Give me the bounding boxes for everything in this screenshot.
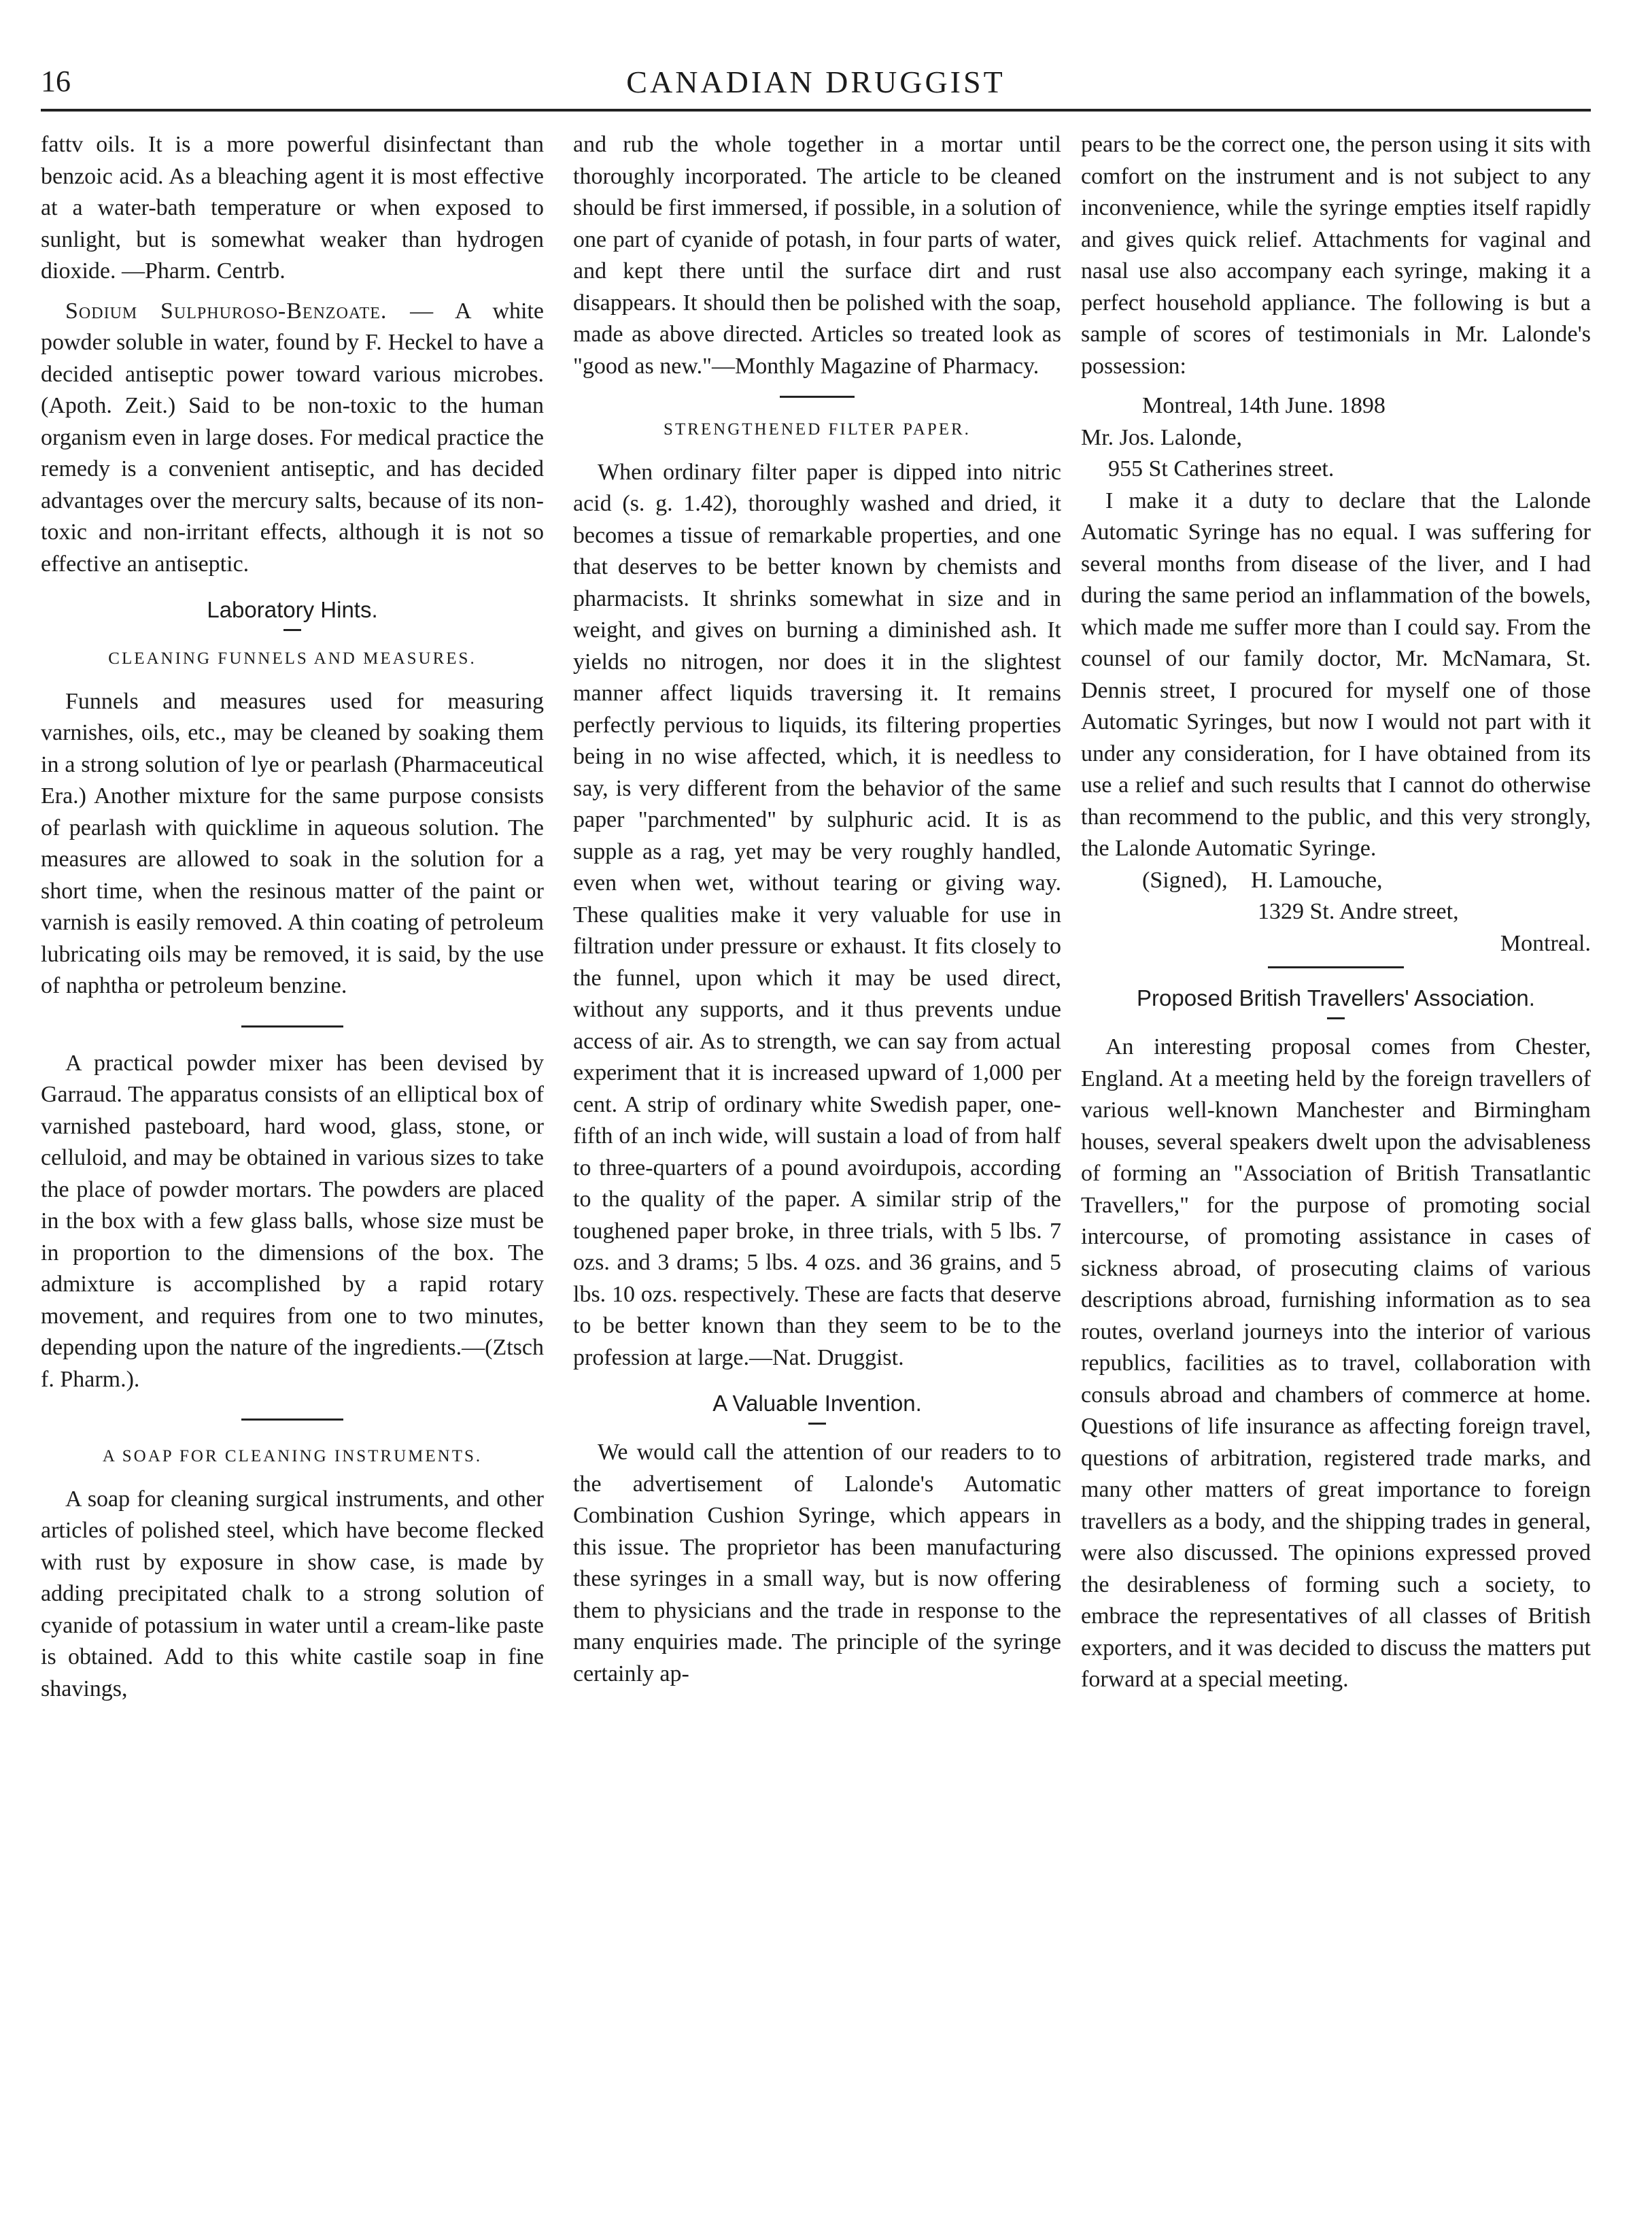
subheading-filter-paper: STRENGTHENED FILTER PAPER. (664, 420, 971, 439)
paragraph-filter-paper: When ordinary filter paper is dipped into nitric acid (s. g. 1.42), thoroughly washed and dried, it becomes a tissue of remarkable properties, and one that deserves to be better known by chemists and pharmacists. It shrinks somewhat in size and in weight, and gives on burning a diminished ash. It yields no nitrogen, nor does it in the slightest manner affect liquids traversing it. It remains perfectly pervious to liquids, its filtering properties being in no wise affected, which, it is needless to say, is very different from the behavior of the same paper "parchmented" by sulphuric acid. It is as supple as a rag, yet may be very roughly handled, even when wet, without tearing or giving way. These qualities make it very valuable for use in filtration under pressure or exhaust. It fits closely to the funnel, upon which it may be used direct, without any supports, and it thus prevents undue access of air. As to strength, we can say from actual experiment that it is increased upward of 1,000 per cent. A strip of ordinary white Swedish paper, one-fifth of an inch wide, will sustain a load of from half to three-quarters of a pound avoirdupois, according to the quality of the paper. A similar strip of the toughened paper broke, in three trials, with 5 lbs. 7 ozs. and 3 drams; 5 lbs. 4 ozs. and 36 grains, and 5 lbs. 10 ozs. respectively. These are facts that deserve to be better known than they seem to be to the profession at large.—Nat. Druggist. (573, 459, 1061, 1370)
entry-lead: Sodium Sulphuroso-Benzoate. — (65, 298, 434, 324)
letter-addressee: Mr. Jos. Lalonde, (1081, 424, 1243, 450)
column-1 (41, 129, 544, 2210)
entry-body: A white powder soluble in water, found by F. Heckel to have a decided antiseptic power toward various microbes. (Apoth. Zeit.) Said to be non-toxic to the human organism even in large doses. For medical practice the remedy is a convenient antiseptic, and has decided advantages over the mercury salts, because of its non-toxic and non-irritant effects, although it is not so effective an antiseptic. (41, 298, 544, 577)
column-3 (1081, 129, 1591, 2210)
letter-body: I make it a duty to declare that the Lalonde Automatic Syringe has no equal. I was suffering for several months from disease of the liver, and I had during the same period an inflammation of the bowels, which made me suffer more than I could say. From the counsel of our family doctor, Mr. McNamara, St. Dennis street, I procured for myself one of those Automatic Syringes, but now I would not part with it under any consideration, for I have obtained from its use a relief and such results that I cannot do otherwise than recommend to the public, and this very strongly, the Lalonde Automatic Syringe. (1081, 488, 1591, 861)
section-heading-laboratory-hints: Laboratory Hints. (207, 597, 378, 622)
subheading-soap-instruments: A SOAP FOR CLEANING INSTRUMENTS. (102, 1447, 483, 1465)
page-number: 16 (41, 65, 71, 98)
column-2 (573, 129, 1061, 2210)
paragraph-travellers-association: An interesting proposal comes from Chester, England. At a meeting held by the foreign travellers of various well-known Manchester and Birmingham houses, several speakers dwelt upon the advisableness of forming an "Association of British Transatlantic Travellers," for the purpose of promoting social intercourse, of promoting assistance in cases of sickness abroad, of prosecuting claims of various descriptions abroad, furnishing information as to sea routes, overland journeys into the interior of various republics, facilities as to travel, collaboration with consuls abroad and chambers of commerce at home. Questions of life insurance as affecting foreign travel, questions of arbitration, registered trade marks, and many other matters of great importance to foreign travellers as a body, and the shipping trades in general, were also discussed. The opinions expressed proved the desirableness of forming such a society, to embrace the representatives of all classes of British exporters, and it was decided to discuss the matters put forward at a special meeting. (1081, 1034, 1591, 1692)
paragraph-invention: We would call the attention of our readers to to the advertisement of Lalonde's Automatic Combination Cushion Syringe, which appears in this issue. The proprietor has been manufacturing these syringes in a small way, but is now offering them to physicians and the trade in response to the many enquiries made. The principle of the syringe certainly ap- (573, 1440, 1061, 1686)
paragraph-sodium-sulphuroso-benzoate (41, 296, 544, 581)
signature-row (1081, 865, 1591, 897)
paragraph-soap-continued: and rub the whole together in a mortar until thoroughly incorporated. The article to be cleaned should be first immersed, if possible, in a solution of one part of cyanide of potash, in four parts of water, and kept there until the surface dirt and rust disappears. It should then be polished with the soap, made as above directed. Articles so treated look as "good as new."—Monthly Magazine of Pharmacy. (573, 132, 1061, 379)
section-heading-valuable-invention: A Valuable Invention. (712, 1391, 922, 1416)
paragraph-oils-continued: fattv oils. It is a more powerful disinfectant than benzoic acid. As a bleaching agent it is most effective at a water-bath temperature or when exposed to sunlight, but is somewhat weaker than hydrogen dioxide. —Pharm. Centrb. (41, 132, 544, 284)
signed-name: H. Lamouche, (1251, 867, 1383, 893)
section-divider (1268, 966, 1404, 968)
section-divider (241, 1025, 343, 1027)
subheading-cleaning-funnels: CLEANING FUNNELS AND MEASURES. (108, 649, 477, 668)
section-heading-travellers-association: Proposed British Travellers' Association. (1137, 985, 1535, 1010)
heading-dash (283, 629, 301, 631)
signed-city: Montreal. (1500, 930, 1591, 956)
running-title: CANADIAN DRUGGIST (626, 65, 1005, 99)
paragraph-soap: A soap for cleaning surgical instruments, and other articles of polished steel, which have become flecked with rust by exposure in show case, is made by adding precipitated chalk to a strong solution of cyanide of potassium in water until a cream-like paste is obtained. Add to this white castile soap in fine shavings, (41, 1486, 544, 1701)
signed-street: 1329 St. Andre street, (1258, 899, 1459, 924)
paragraph-powder-mixer: A practical powder mixer has been devised by Garraud. The apparatus consists of an elliptical box of varnished pasteboard, hard wood, glass, stone, or celluloid, and may be obtained in various sizes to take the place of powder mortars. The powders are placed in the box with a few glass balls, whose size must be in proportion to the dimensions of the box. The admixture is accomplished by a rapid rotary movement, and requires from one to two minutes, depending upon the nature of the ingredients.—(Ztsch f. Pharm.). (41, 1050, 544, 1392)
paragraph-invention-continued: pears to be the correct one, the person using it sits with comfort on the instrument and is not subject to any inconvenience, while the syringe empties itself rapidly and gives quick relief. Attachments for vaginal and nasal use also accompany each syringe, making it a perfect household appliance. The following is but a sample of scores of testimonials in Mr. Lalonde's possession: (1081, 132, 1591, 379)
heading-dash (1327, 1017, 1345, 1019)
signed-label: (Signed), (1142, 867, 1228, 893)
section-divider (241, 1419, 343, 1421)
header-rule (41, 109, 1591, 112)
letter-date: Montreal, 14th June. 1898 (1142, 393, 1386, 418)
paragraph-funnels: Funnels and measures used for measuring varnishes, oils, etc., may be cleaned by soaking them in a strong solution of lye or pearlash (Pharmaceutical Era.) Another mixture for the same purpose consists of pearlash with quicklime in aqueous solution. The measures are allowed to soak in the solution for a short time, when the resinous matter of the paint or varnish is easily removed. A thin coating of petroleum lubricating oils may be removed, it is said, by the use of naphtha or petroleum benzine. (41, 688, 544, 998)
letter-address: 955 St Catherines street. (1108, 456, 1335, 481)
section-divider (780, 396, 855, 398)
heading-dash (808, 1423, 826, 1425)
